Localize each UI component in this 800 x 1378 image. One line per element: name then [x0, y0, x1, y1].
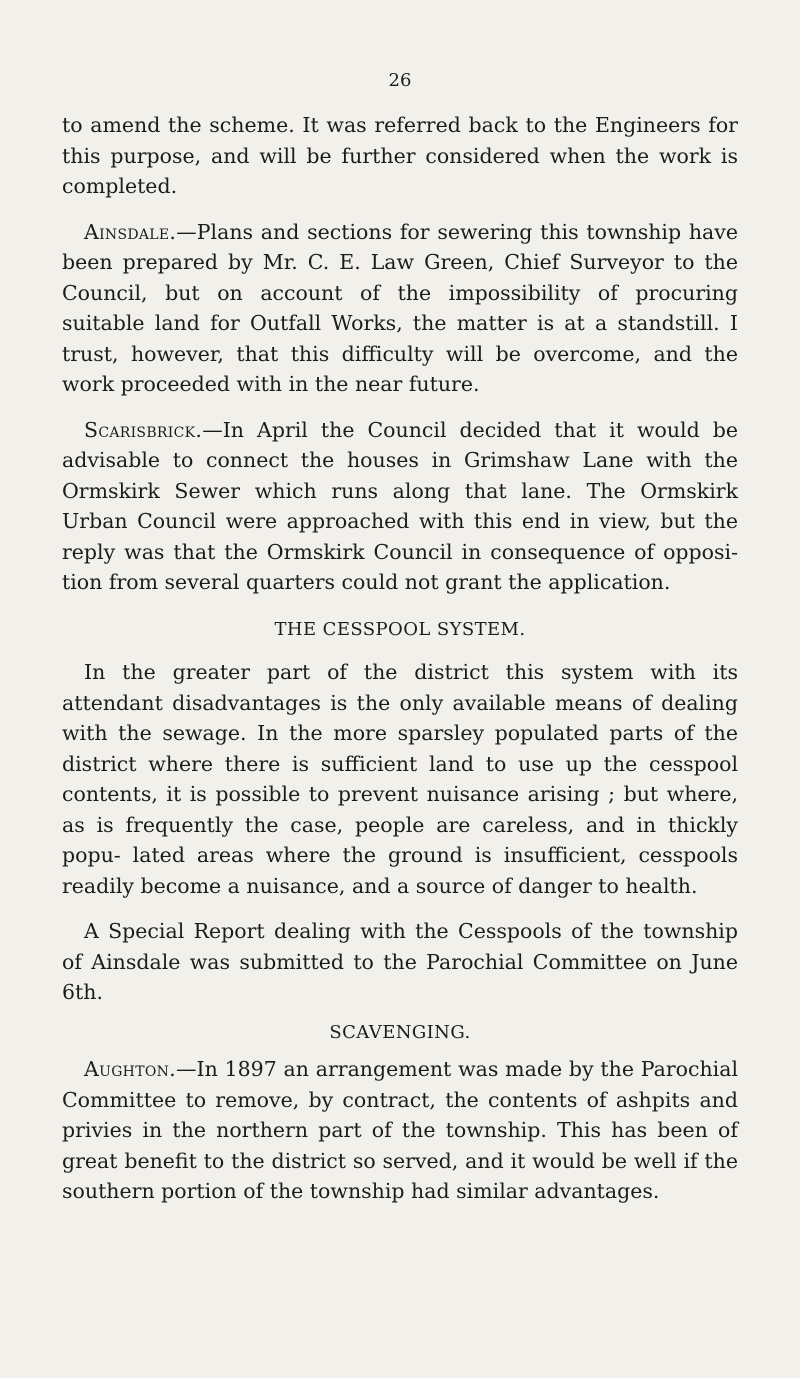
heading-scavenging: SCAVENGING. — [329, 1021, 471, 1043]
paragraph-scarisbrick — [62, 415, 738, 598]
paragraph-ainsdale — [62, 217, 738, 400]
section-lead-ainsdale: Ainsdale. — [84, 219, 177, 244]
paragraph-aughton — [62, 1054, 738, 1207]
paragraph-cesspool: In the greater part of the district this system with its attendant disadvantages is the only available means of dealing with the sewage. In the more sparsley populated parts of the district where there is sufficient land to use up the cesspool contents, it is possible to prevent nuisance arising ; but where, as is frequently the case, people are careless, and in thickly popu- lated areas where the ground is insufficient, cesspools readily become a nuisance, and a source of danger to health. — [62, 660, 738, 898]
paragraph-aughton-text: —In 1897 an arrangement was made by the Parochial Committee to remove, by contract, the contents of ashpits and privies in the northern part of the township. This has been of great benefit to the district so served, and it would be well if the southern portion of the township had similar advantages. — [62, 1057, 738, 1203]
paragraph-scarisbrick-text: —In April the Council decided that it would be advisable to connect the houses in Grimshaw Lane with the Ormskirk Sewer which runs along that lane. The Ormskirk Urban Council were approached with this end in view, but the reply was that the Ormskirk Council in consequence of opposi- tion from several quarters could not grant the application. — [62, 417, 738, 594]
paragraph-special-report: A Special Report dealing with the Cesspools of the township of Ainsdale was submitted to the Parochial Committee on June 6th. — [62, 919, 738, 1004]
paragraph-ainsdale-text: —Plans and sections for sewering this township have been prepared by Mr. C. E. Law Green, Chief Surveyor to the Council, but on account of the impossibility of procuring suitable land for Outfall Works, the matter is at a standstill. I trust, however, that this difficulty will be overcome, and the work proceeded with in the near future. — [62, 219, 738, 396]
page-number: 26 — [388, 70, 412, 91]
section-lead-scarisbrick: Scarisbrick. — [84, 417, 203, 442]
paragraph-continuation: to amend the scheme. It was referred back to the Engineers for this purpose, and will be further considered when the work is completed. — [62, 113, 738, 198]
body-text — [62, 110, 738, 1207]
section-lead-aughton: Aughton. — [84, 1057, 176, 1081]
heading-cesspool-system: THE CESSPOOL SYSTEM. — [274, 618, 526, 640]
